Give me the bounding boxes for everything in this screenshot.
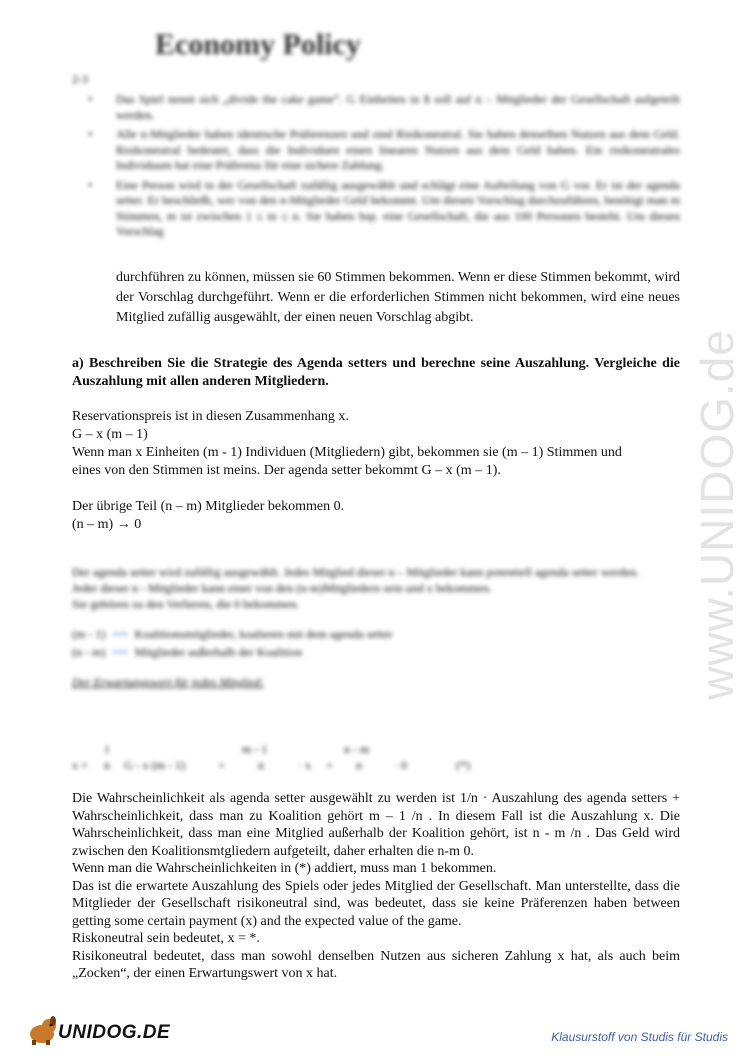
answer-line: Reservationspreis ist in diesen Zusammenhang x.: [72, 409, 349, 424]
arrow-right-icon: ⟹: [111, 645, 129, 659]
blurred-line: Der agenda setter wird zufällig ausgewählt. Jedes Mitglied dieser n – Mitglieder kann potentiell agenda setter werden.: [72, 565, 640, 579]
formula-denominator: n: [258, 758, 264, 772]
blurred-line: Jeder dieser n - Mitglieder kann einer von den (n-m)Mitgliedern sein und x bekommen.: [72, 581, 492, 595]
formula-denominator: n: [356, 758, 362, 772]
bullet-continuation: durchführen zu können, müssen sie 60 Stimmen bekommen. Wenn er diese Stimmen bekommt, wird der Vorschlag durchgeführt. Wenn er die erforderlichen Stimmen nicht bekommen, wird eine neues Mitglied zufällig ausgewählt, der einen neuen Vorschlag abgibt.: [116, 270, 680, 325]
answer-spacer: [72, 480, 680, 498]
bullet-icon: •: [88, 127, 93, 141]
list-item: • Alle n-Mitglieder haben identische Präferenzen und sind Risikoneutral. Sie haben denselben Nutzen aus dem Geld. Risikoneutral bedeutet, dass die Individuen einen linearen Nutzen aus dem Geld haben. Ein risikoneutrales Individuum hat eine Präferenz für eine sichere Zahlung.: [88, 127, 680, 172]
formula-numerator: n - m: [344, 742, 370, 756]
formula-numerator: m - 1: [242, 742, 268, 756]
legend-key: (m - 1): [72, 627, 106, 641]
blurred-line: Sie gehören zu den Verlieren, die 0 bekommen.: [72, 597, 300, 611]
expected-value-formula: [72, 742, 492, 776]
answer-line: eines von den Stimmen ist meins. Der agenda setter bekommt G – x (m – 1).: [72, 463, 501, 478]
answer-line: (n – m) → 0: [72, 517, 142, 532]
bullet-icon: •: [88, 177, 93, 192]
formula-numerator: 1: [104, 742, 110, 756]
legend-text: Koalitionsmitglieder, koalieren mit dem agenda setter: [134, 627, 393, 641]
answer-line: Der übrige Teil (n – m) Mitglieder bekommen 0.: [72, 499, 345, 514]
paragraph: Wenn man die Wahrscheinlichkeiten in (*) addiert, muss man 1 bekommen.: [72, 861, 497, 876]
formula-term: · x: [298, 758, 311, 772]
answer-block: [72, 408, 680, 534]
paragraph: Riskoneutral sein bedeutet, x = *.: [72, 931, 260, 946]
answer-line: Wenn man x Einheiten (m - 1) Individuen (Mitgliedern) gibt, bekommen sie (m – 1) Stimmen und: [72, 445, 622, 460]
list-item: • Eine Person wird in der Gesellschaft zufällig ausgewählt und schlägt eine Aufteilung von G vor. Er ist der agenda setter. Er beschließt, wer von den n-Mitglieder Geld bekommt. Um diesen Vorschlag durchzuführen, benötigt man m Stimmen, m ist zwischen 1 ≤ m ≤ n. Sie haben bsp. eine Gesellschaft, die aus 100 Personen besteht. Um diesen Vorschlag: [88, 177, 680, 238]
formula-operator: +: [326, 758, 333, 772]
section-number: 2-3: [72, 72, 88, 86]
answer-line: G – x (m – 1): [72, 427, 148, 442]
legend-text: Mitglieder außerhalb der Koalition: [134, 645, 303, 659]
paragraph: Die Wahrscheinlichkeit als agenda setter ausgewählt zu werden ist 1/n · Auszahlung des agenda setters + Wahrscheinlichkeit, dass man zu Koalition gehört m – 1 /n . In diesem Fall ist die Auszahlung x. Die Wahrscheinlichkeit, dass man eine Mitglied außerhalb der Koalition gehört, ist n - m /n . Das Geld wird zwischen den Koalitionsmtgliedern aufgeteilt, daher erhalten die n-m 0.: [72, 791, 680, 859]
explanation-block: [72, 790, 680, 983]
arrow-right-icon: ⟹: [111, 627, 129, 641]
bullet-icon: •: [88, 92, 93, 106]
legend-row: [72, 626, 680, 642]
formula-lhs: x =: [72, 758, 88, 772]
formula-operator: +: [218, 758, 225, 772]
page-title: Economy Policy: [155, 28, 361, 61]
footer-slogan: Klausurstoff von Studis für Studis: [551, 1030, 728, 1044]
legend-key: (n - m): [72, 645, 106, 659]
expectation-heading: Der Erwartungswert für jedes Mitglied:: [72, 675, 264, 689]
formula-tag: (*): [456, 758, 470, 772]
blurred-explanation: [72, 564, 680, 690]
list-item: • Das Spiel nennt sich „divide the cake game“. G Einheiten in $ soll auf n – Mitglieder der Gesellschaft aufgeteilt werden.: [88, 92, 680, 122]
watermark: www.UNIDOG.de: [691, 329, 743, 700]
paragraph: Risikoneutral bedeutet, dass man sowohl denselben Nutzen aus sicheren Zahlung x hat, als auch beim „Zocken“, der einen Erwartungswert von x hat.: [72, 948, 680, 981]
question-heading: a) Beschreiben Sie die Strategie des Agenda setters und berechne seine Auszahlung. Vergleiche die Auszahlung mit allen anderen Mitgliedern.: [72, 356, 680, 389]
logo-text[interactable]: UNIDOG.DE: [58, 1022, 171, 1043]
formula-term: G - x (m - 1): [124, 758, 185, 772]
legend-row: [72, 644, 680, 660]
paragraph: Das ist die erwartete Auszahlung des Spiels oder jedes Mitglied der Gesellschaft. Man unterstellte, dass die Mitglieder der Gesellschaft risikoneutral sind, was bedeutet, dass sie keine Präferenzen haben between getting some certain payment (x) and the expected value of the game.: [72, 878, 680, 929]
formula-term: · 0: [394, 758, 407, 772]
formula-denominator: n: [104, 758, 110, 772]
bullet-list: [88, 92, 680, 244]
